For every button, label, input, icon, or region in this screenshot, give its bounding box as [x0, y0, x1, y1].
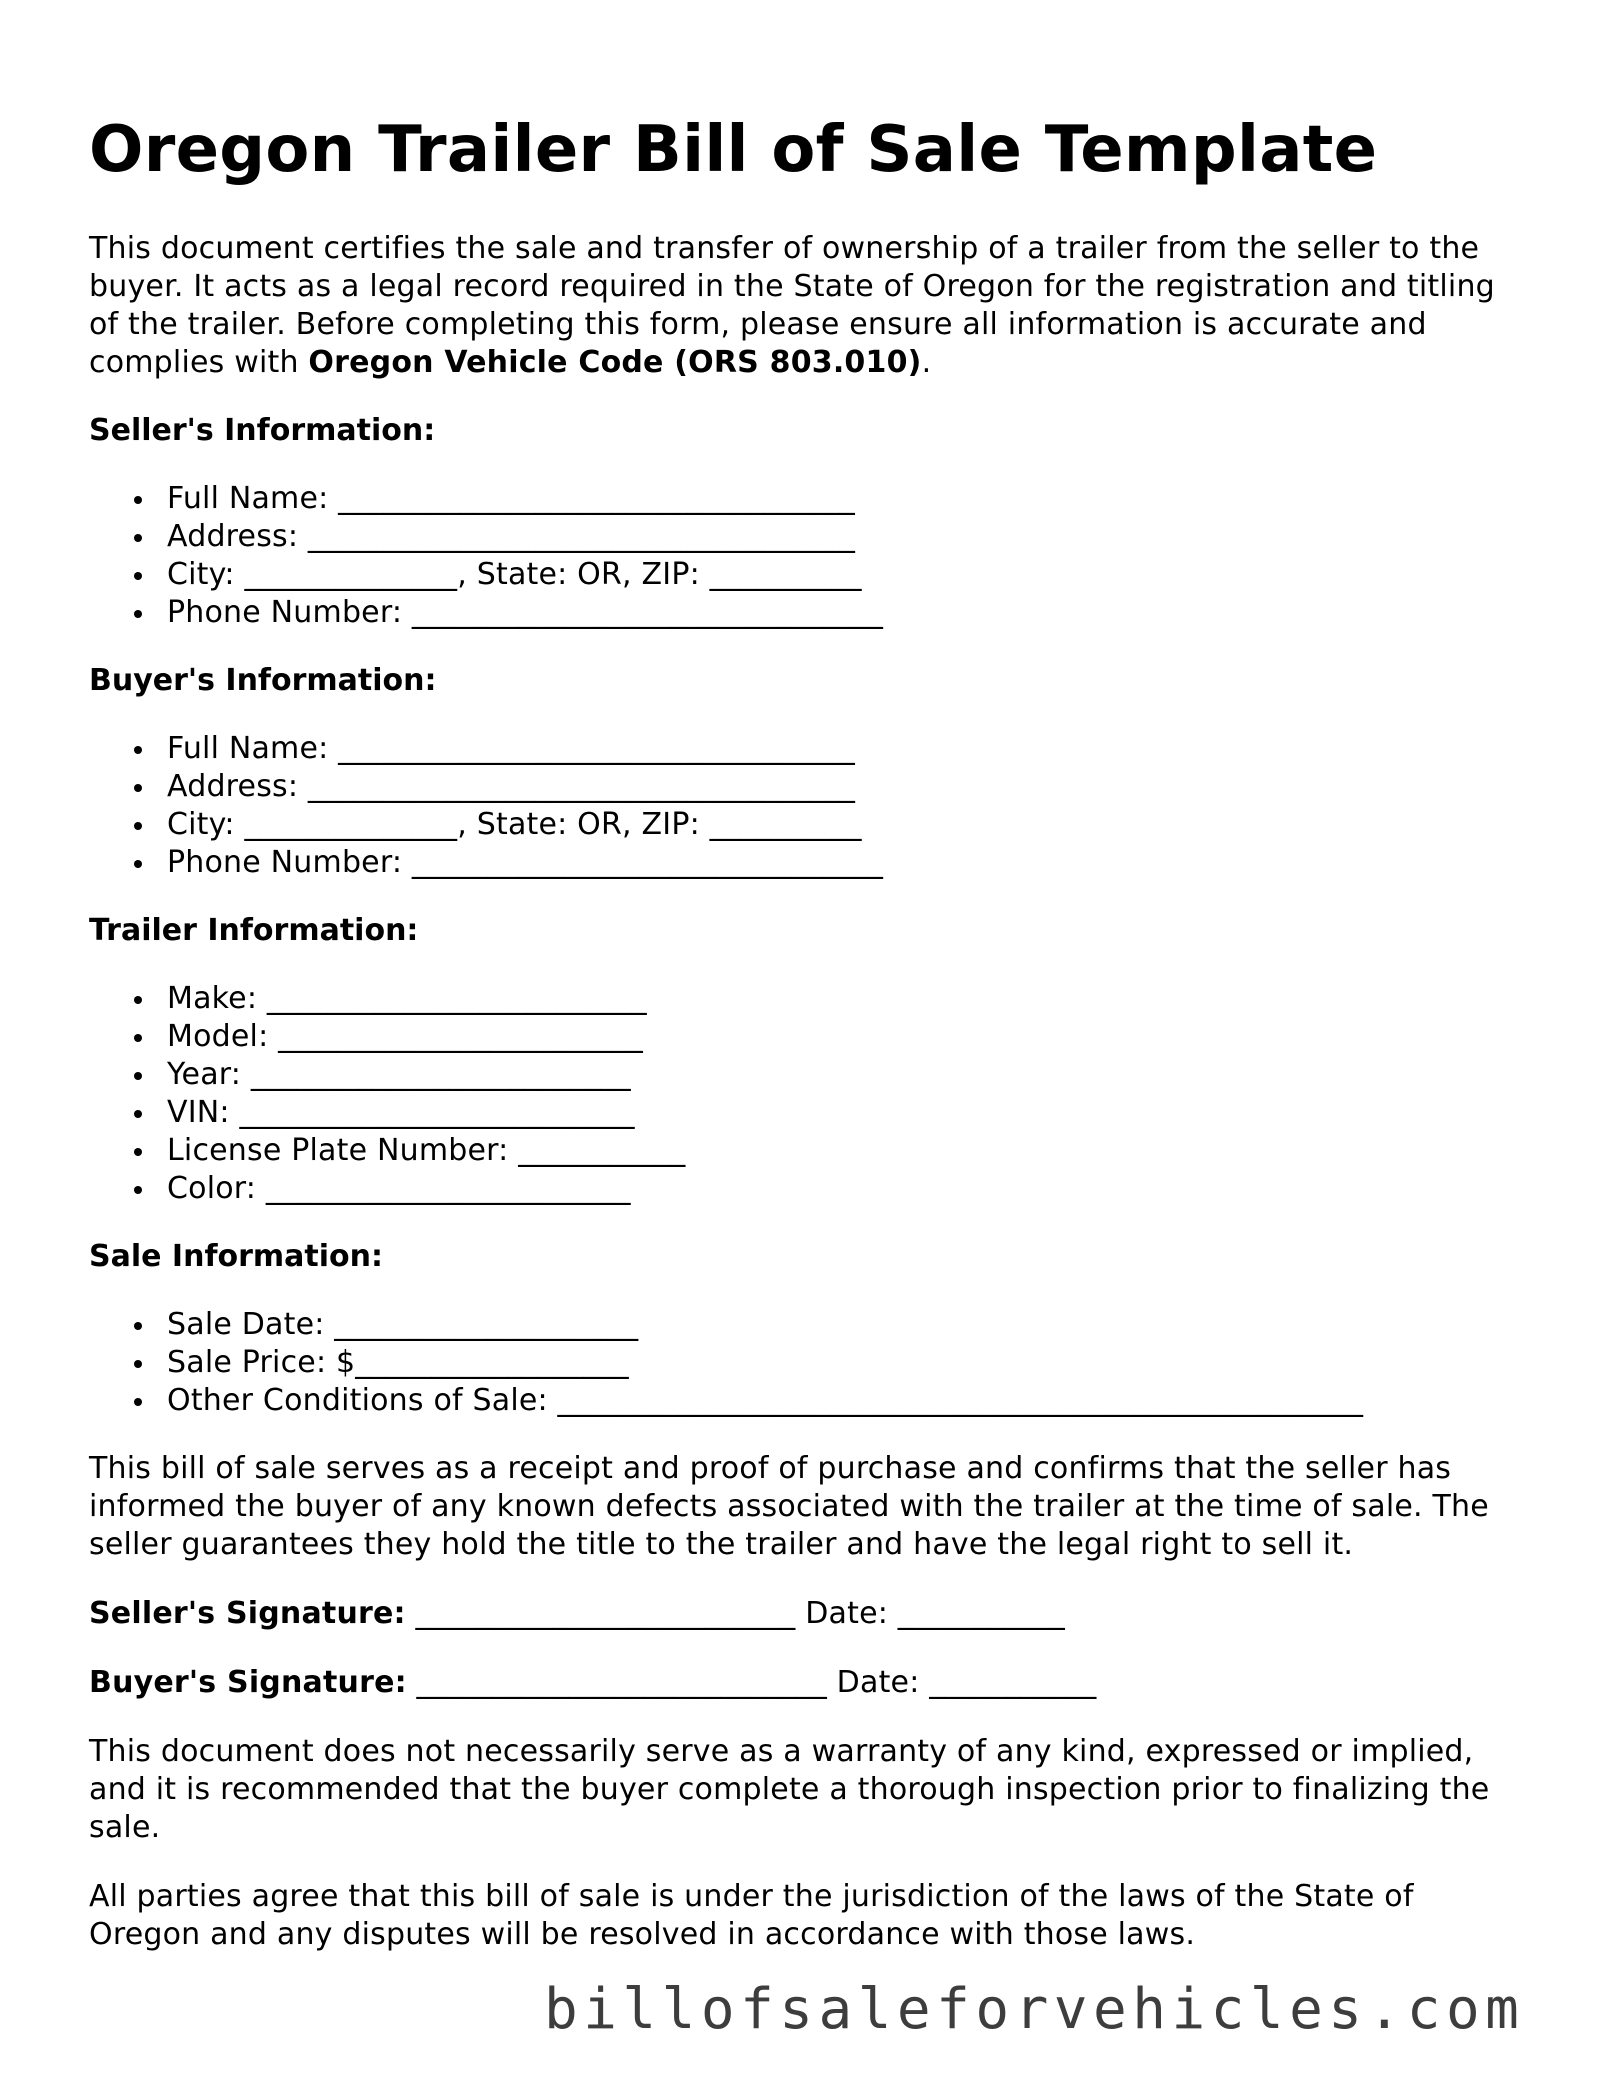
trailer-model-field: Model: ________________________ [89, 1018, 1529, 1056]
seller-signature-label: Seller's Signature: [89, 1596, 406, 1631]
buyer-info-list [89, 730, 1529, 882]
buyer-signature-line [89, 1664, 1529, 1702]
trailer-color-field: Color: ________________________ [89, 1170, 1529, 1208]
seller-phone-field: Phone Number: _______________________________ [89, 594, 1529, 632]
intro-paragraph [89, 230, 1529, 382]
trailer-info-list [89, 980, 1529, 1208]
trailer-license-plate-field: License Plate Number: ___________ [89, 1132, 1529, 1170]
document-page [89, 104, 1529, 1985]
trailer-year-field: Year: _________________________ [89, 1056, 1529, 1094]
buyer-phone-field: Phone Number: _______________________________ [89, 844, 1529, 882]
intro-code-reference: Oregon Vehicle Code (ORS 803.010) [308, 345, 922, 380]
buyer-info-heading: Buyer's Information: [89, 663, 437, 698]
buyer-signature-blanks: ___________________________ Date: ___________ [406, 1665, 1097, 1700]
buyer-signature-label: Buyer's Signature: [89, 1665, 407, 1700]
seller-address-field: Address: ____________________________________ [89, 518, 1529, 556]
sale-other-conditions-field: Other Conditions of Sale: _____________________________________________________ [89, 1382, 1529, 1420]
buyer-city-state-zip-field: City: ______________, State: OR, ZIP: __________ [89, 806, 1529, 844]
jurisdiction-paragraph: All parties agree that this bill of sale is under the jurisdiction of the laws of the State of Oregon and any disputes will be resolved in accordance with those laws. [89, 1879, 1414, 1952]
trailer-make-field: Make: _________________________ [89, 980, 1529, 1018]
trailer-vin-field: VIN: __________________________ [89, 1094, 1529, 1132]
site-watermark: billofsaleforvehicles.com [544, 1977, 1525, 2042]
seller-info-list [89, 480, 1529, 632]
seller-city-state-zip-field: City: ______________, State: OR, ZIP: __________ [89, 556, 1529, 594]
document-title: Oregon Trailer Bill of Sale Template [89, 113, 1378, 187]
seller-signature-blanks: _________________________ Date: ___________ [405, 1596, 1065, 1631]
sale-info-list [89, 1306, 1529, 1420]
buyer-full-name-field: Full Name: __________________________________ [89, 730, 1529, 768]
warranty-paragraph: This document does not necessarily serve as a warranty of any kind, expressed or implied, and it is recommended that the buyer complete a thorough inspection prior to finalizing the sale. [89, 1734, 1490, 1845]
seller-info-heading: Seller's Information: [89, 413, 436, 448]
receipt-paragraph: This bill of sale serves as a receipt and proof of purchase and confirms that the seller has informed the buyer of any known defects associated with the trailer at the time of sale. The seller guarantees they hold the title to the trailer and have the legal right to sell it. [89, 1451, 1489, 1562]
sale-date-field: Sale Date: ____________________ [89, 1306, 1529, 1344]
intro-end: . [921, 345, 932, 380]
buyer-address-field: Address: ____________________________________ [89, 768, 1529, 806]
intro-text: This document certifies the sale and transfer of ownership of a trailer from the seller to the buyer. It acts as a legal record required in the State of Oregon for the registration and titling of the trailer. Before completing this form, please ensure all information is accurate and complies with [89, 231, 1495, 380]
seller-full-name-field: Full Name: __________________________________ [89, 480, 1529, 518]
trailer-info-heading: Trailer Information: [89, 913, 419, 948]
seller-signature-line [89, 1595, 1529, 1633]
sale-price-field: Sale Price: $__________________ [89, 1344, 1529, 1382]
sale-info-heading: Sale Information: [89, 1239, 383, 1274]
